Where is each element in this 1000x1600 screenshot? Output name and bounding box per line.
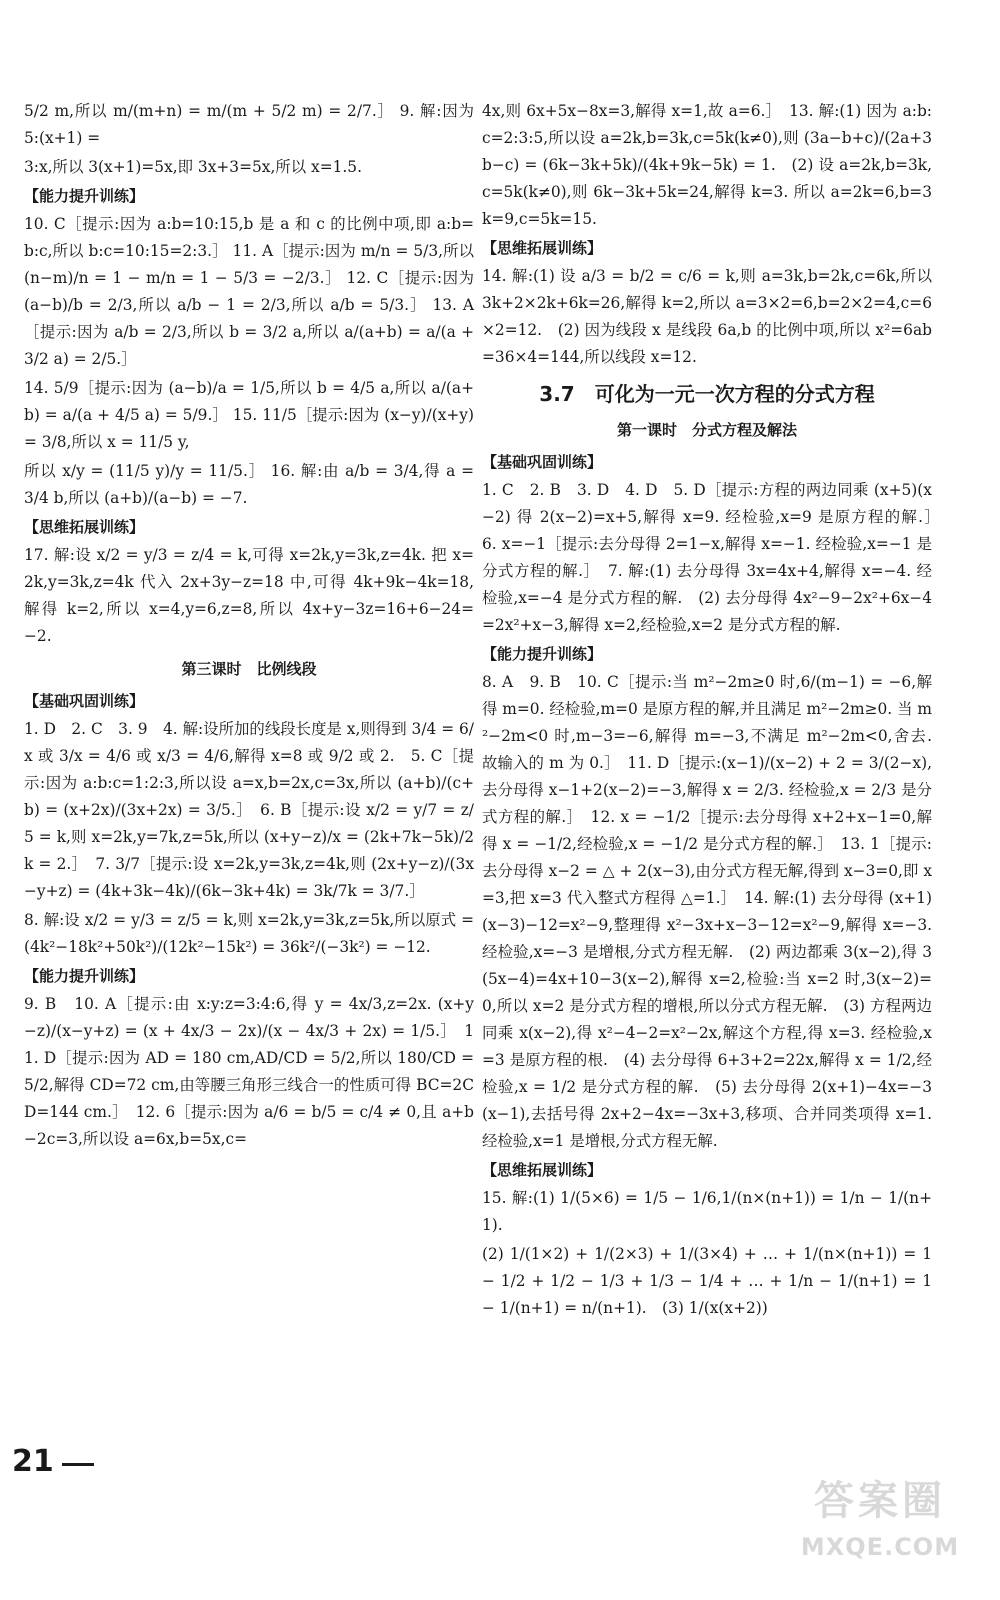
answer-paragraph: (2) 1/(1×2) + 1/(2×3) + 1/(3×4) + … + 1/(n×(n+1)) = 1 − 1/2 + 1/2 − 1/3 + 1/3 − 1/4 + … + 1/n − 1/(n+1) = 1 − 1/(n+1) = n/(n+1). (3) 1/(x(x+2)) <box>482 1245 932 1317</box>
answer-paragraph: 3:x,所以 3(x+1)=5x,即 3x+3=5x,所以 x=1.5. <box>24 158 362 176</box>
section-heading: 【能力提升训练】 <box>24 187 145 205</box>
answer-paragraph: 5/2 m,所以 m/(m+n) = m/(m + 5/2 m) = 2/7.］ 9. 解:因为 5:(x+1) = <box>24 102 474 147</box>
lesson-title: 第三课时 比例线段 <box>181 660 317 678</box>
watermark-top-text: 答案圈 <box>814 1478 946 1524</box>
section-heading: 【基础巩固训练】 <box>24 692 145 710</box>
answer-paragraph: 9. B 10. A［提示:由 x:y:z=3:4:6,得 y = 4x/3,z=2x. (x+y−z)/(x−y+z) = (x + 4x/3 − 2x)/(x − 4x/3 + 2x) = 1/5.］ 11. D［提示:因为 AD = 180 cm,AD/CD = 5/2,所以 180/CD = 5/2,解得 CD=72 cm,由等腰三角形三线合一的性质可得 BC=2CD=144 cm.］ 12. 6［提示:因为 a/6 = b/5 = c/4 ≠ 0,且 a+b−2c=3,所以设 a=6x,b=5x,c= <box>24 995 474 1148</box>
page-number-rule <box>62 1463 94 1466</box>
answer-paragraph: 15. 解:(1) 1/(5×6) = 1/5 − 1/6,1/(n×(n+1)) = 1/n − 1/(n+1). <box>482 1189 932 1234</box>
answer-paragraph: 1. D 2. C 3. 9 4. 解:设所加的线段长度是 x,则得到 3/4 = 6/x 或 3/x = 4/6 或 x/3 = 4/6,解得 x=8 或 9/2 或 2. 5. C［提示:因为 a:b:c=1:2:3,所以设 a=x,b=2x,c=3x,所以 (a+b)/(c+b) = (x+2x)/(3x+2x) = 3/5.］ 6. B［提示:设 x/2 = y/7 = z/5 = k,则 x=2k,y=7k,z=5k,所以 (x+y−z)/x = (2k+7k−5k)/2k = 2.］ 7. 3/7［提示:设 x=2k,y=3k,z=4k,则 (2x+y−z)/(3x−y+z) = (4k+3k−4k)/(6k−3k+4k) = 3k/7k = 3/7.］ <box>24 720 474 900</box>
answer-paragraph: 14. 解:(1) 设 a/3 = b/2 = c/6 = k,则 a=3k,b=2k,c=6k,所以 3k+2×2k+6k=26,解得 k=2,所以 a=3×2=6,b=2×2=4,c=6×2=12. (2) 因为线段 x 是线段 6a,b 的比例中项,所以 x²=6ab=36×4=144,所以线段 x=12. <box>482 267 932 366</box>
section-heading: 【思维拓展训练】 <box>24 518 145 536</box>
answer-paragraph: 8. 解:设 x/2 = y/3 = z/5 = k,则 x=2k,y=3k,z=5k,所以原式 = (4k²−18k²+50k²)/(12k²−15k²) = 36k²/(−3k²) = −12. <box>24 911 474 956</box>
section-heading: 【能力提升训练】 <box>482 645 603 663</box>
section-heading: 【基础巩固训练】 <box>482 453 603 471</box>
section-heading: 【能力提升训练】 <box>24 967 145 985</box>
answer-paragraph: 1. C 2. B 3. D 4. D 5. D［提示:方程的两边同乘 (x+5)(x−2) 得 2(x−2)=x+5,解得 x=9. 经检验,x=9 是原方程的解.］ 6. x=−1［提示:去分母得 2=1−x,解得 x=−1. 经检验,x=−1 是分式方程的解.］ 7. 解:(1) 去分母得 3x=4x+4,解得 x=−4. 经检验,x=−4 是分式方程的解. (2) 去分母得 4x²−9−2x²+6x−4=2x²+x−3,解得 x=2,经检验,x=2 是分式方程的解. <box>482 481 948 634</box>
answer-paragraph: 17. 解:设 x/2 = y/3 = z/4 = k,可得 x=2k,y=3k,z=4k. 把 x=2k,y=3k,z=4k 代入 2x+3y−z=18 中,可得 4k+9k−4k=18,解得 k=2,所以 x=4,y=6,z=8,所以 4x+y−3z=16+6−24=−2. <box>24 546 474 645</box>
section-heading: 【思维拓展训练】 <box>482 239 603 257</box>
left-column <box>24 98 474 1155</box>
right-column <box>482 98 948 1324</box>
answer-paragraph: 14. 5/9［提示:因为 (a−b)/a = 1/5,所以 b = 4/5 a,所以 a/(a+b) = a/(a + 4/5 a) = 5/9.］ 15. 11/5［提示:因为 (x−y)/(x+y) = 3/8,所以 x = 11/5 y, <box>24 379 474 451</box>
page-number: 21 <box>12 1444 54 1479</box>
answer-paragraph: 10. C［提示:因为 a:b=10:15,b 是 a 和 c 的比例中项,即 a:b=b:c,所以 b:c=10:15=2:3.］ 11. A［提示:因为 m/n = 5/3,所以 (n−m)/n = 1 − m/n = 1 − 5/3 = −2/3.］ 12. C［提示:因为 (a−b)/b = 2/3,所以 a/b − 1 = 2/3,所以 a/b = 5/3.］ 13. A［提示:因为 a/b = 2/3,所以 b = 3/2 a,所以 a/(a+b) = a/(a + 3/2 a) = 2/5.］ <box>24 215 474 368</box>
chapter-title: 3.7 可化为一元一次方程的分式方程 <box>539 382 875 406</box>
answer-paragraph: 所以 x/y = (11/5 y)/y = 11/5.］ 16. 解:由 a/b = 3/4,得 a = 3/4 b,所以 (a+b)/(a−b) = −7. <box>24 462 474 507</box>
section-heading: 【思维拓展训练】 <box>482 1161 603 1179</box>
lesson-title: 第一课时 分式方程及解法 <box>616 421 797 439</box>
watermark-bottom-text: MXQE.COM <box>800 1533 960 1561</box>
watermark-logo <box>780 1472 980 1582</box>
answer-paragraph: 8. A 9. B 10. C［提示:当 m²−2m≥0 时,6/(m−1) = −6,解得 m=0. 经检验,m=0 是原方程的解,并且满足 m²−2m≥0. 当 m²−2m<0 时,m−3=−6,解得 m=−3,不满足 m²−2m<0,舍去. 故输入的 m 为 0.］ 11. D［提示:(x−1)/(x−2) + 2 = 3/(2−x),去分母得 x−1+2(x−2)=−3,解得 x = 2/3. 经检验,x = 2/3 是分式方程的解.］ 12. x = −1/2［提示:去分母得 x+2+x−1=0,解得 x = −1/2,经检验,x = −1/2 是分式方程的解.］ 13. 1［提示:去分母得 x−2 = △ + 2(x−3),由分式方程无解,得到 x−3=0,即 x=3,把 x=3 代入整式方程得 △=1.］ 14. 解:(1) 去分母得 (x+1)(x−3)−12=x²−9,整理得 x²−3x+x−3−12=x²−9,解得 x=−3. 经检验,x=−3 是增根,分式方程无解. (2) 两边都乘 3(x−2),得 3(5x−4)=4x+10−3(x−2),解得 x=2,检验:当 x=2 时,3(x−2)=0,所以 x=2 是分式方程的增根,所以分式方程无解. (3) 方程两边同乘 x(x−2),得 x²−4−2=x²−2x,解这个方程,得 x=3. 经检验,x=3 是原方程的根. (4) 去分母得 6+3+2=22x,解得 x = 1/2,经检验,x = 1/2 是分式方程的解. (5) 去分母得 2(x+1)−4x=−3(x−1),去括号得 2x+2−4x=−3x+3,移项、合并同类项得 x=1. 经检验,x=1 是增根,分式方程无解. <box>482 673 932 1150</box>
answer-paragraph: 4x,则 6x+5x−8x=3,解得 x=1,故 a=6.］ 13. 解:(1) 因为 a:b:c=2:3:5,所以设 a=2k,b=3k,c=5k(k≠0),则 (3a−b+c)/(2a+3b−c) = (6k−3k+5k)/(4k+9k−5k) = 1. (2) 设 a=2k,b=3k,c=5k(k≠0),则 6k−3k+5k=24,解得 k=3. 所以 a=2k=6,b=3k=9,c=5k=15. <box>482 102 932 228</box>
